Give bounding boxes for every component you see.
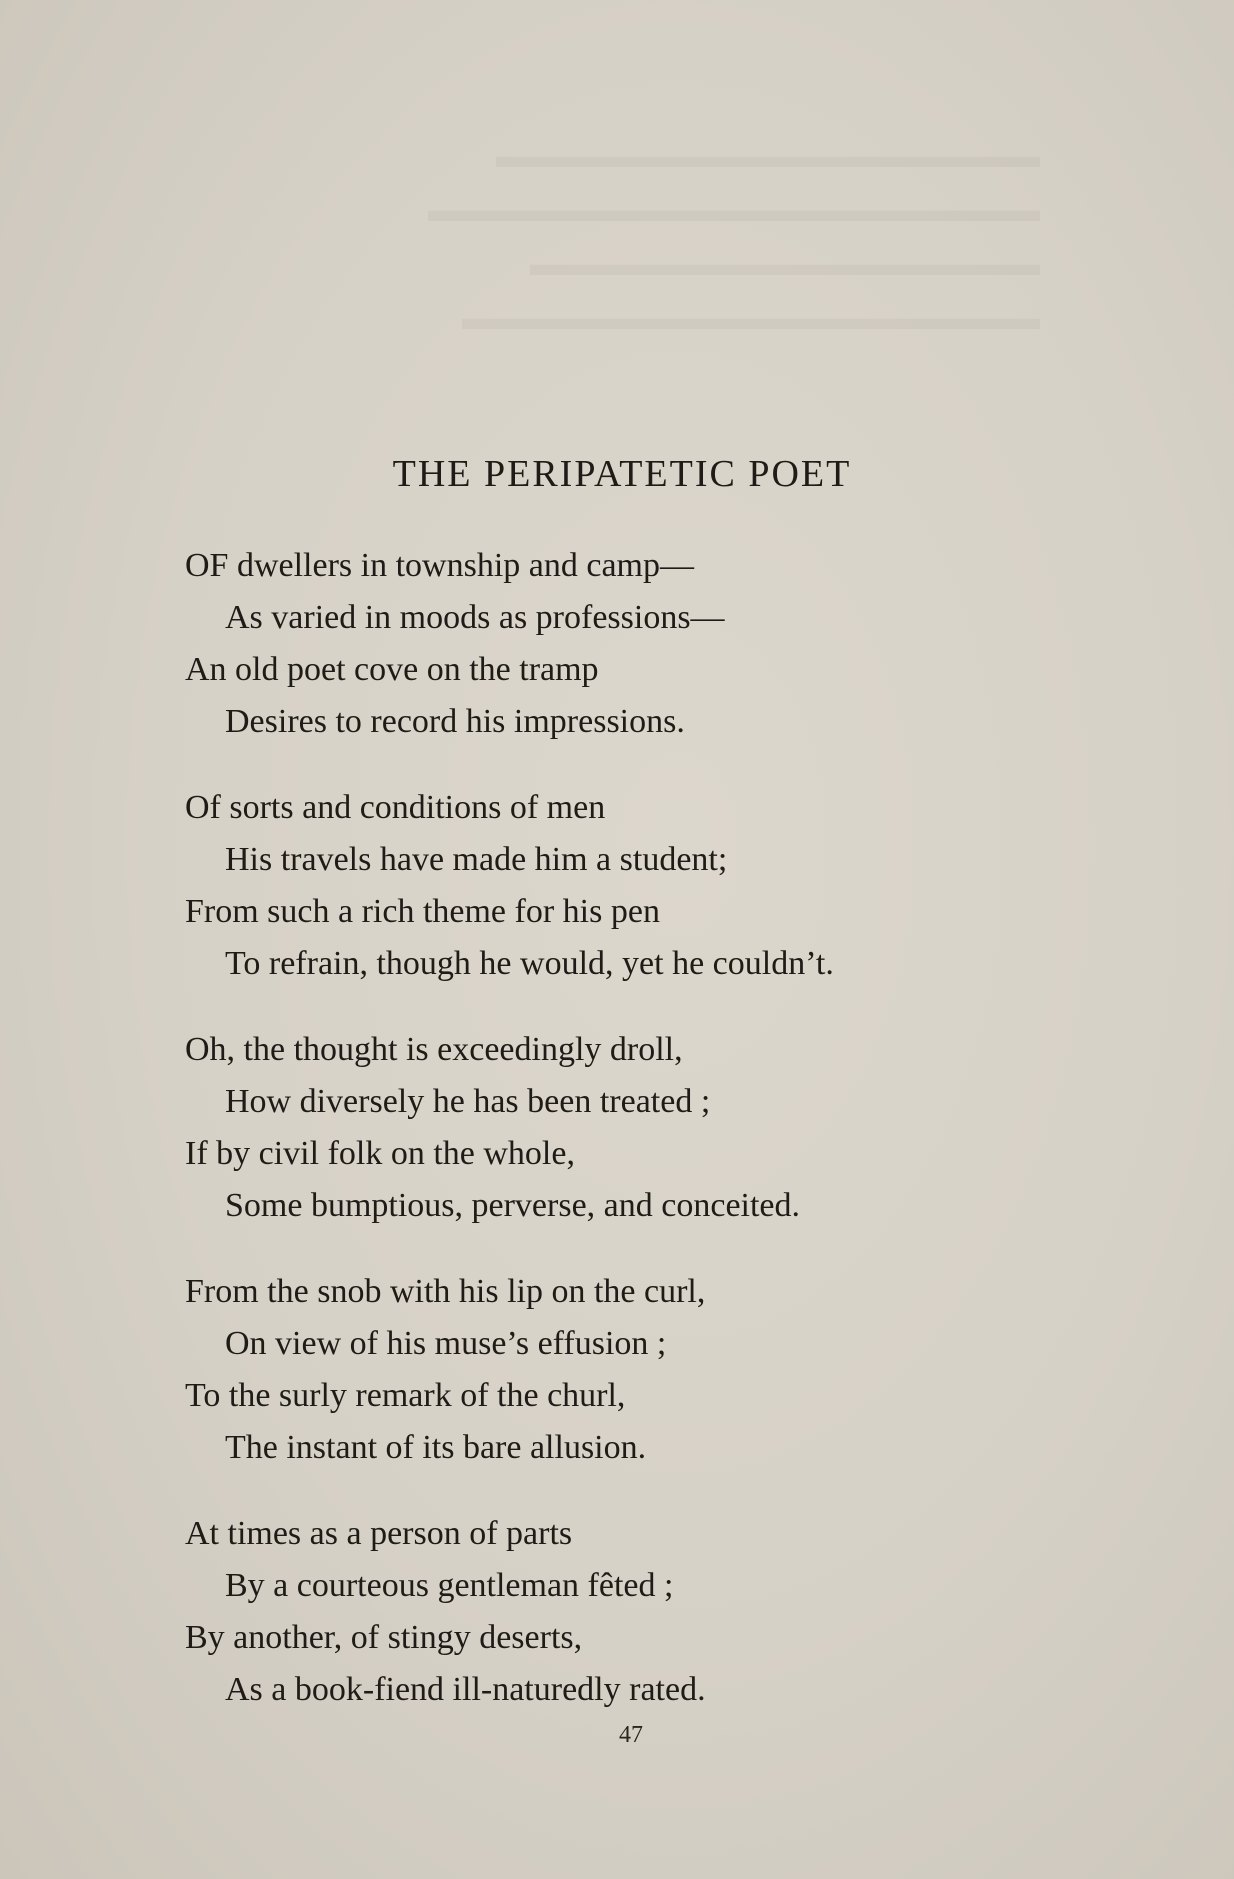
poem-line: By a courteous gentleman fêted ;	[225, 1567, 674, 1604]
poem-line: How diversely he has been treated ;	[225, 1083, 711, 1120]
bleed-through-texture: ▬▬▬▬▬▬▬▬▬▬▬▬▬▬▬▬ ▬▬▬▬▬▬▬▬▬▬▬▬▬▬▬▬▬▬ ▬▬▬▬▬▬▬▬▬▬▬▬▬▬▬ ▬▬▬▬▬▬▬▬▬▬▬▬▬▬▬▬▬	[428, 138, 1040, 337]
poem-line: Oh, the thought is exceedingly droll,	[185, 1031, 683, 1068]
poem-line: On view of his muse’s effusion ;	[225, 1325, 667, 1362]
poem-line: To the surly remark of the churl,	[185, 1377, 626, 1414]
poem-line: As varied in moods as professions—	[225, 599, 725, 636]
stanza	[185, 540, 1185, 748]
poem-line: By another, of stingy deserts,	[185, 1619, 583, 1656]
stanza	[185, 1266, 1185, 1474]
poem-line: As a book-fiend ill-naturedly rated.	[225, 1671, 706, 1708]
poem-line: OF dwellers in township and camp—	[185, 547, 694, 584]
poem-line: From the snob with his lip on the curl,	[185, 1273, 706, 1310]
poem-line: To refrain, though he would, yet he couldn’t.	[225, 945, 834, 982]
poem-line: His travels have made him a student;	[225, 841, 728, 878]
poem-line: Desires to record his impressions.	[225, 703, 685, 740]
poem-line: Some bumptious, perverse, and conceited.	[225, 1187, 801, 1224]
stanza	[185, 1024, 1185, 1232]
poem-line: At times as a person of parts	[185, 1515, 573, 1552]
poem-body	[185, 540, 1185, 1750]
stanza	[185, 782, 1185, 990]
poem-title: THE PERIPATETIC POET	[392, 453, 852, 495]
poem-line: The instant of its bare allusion.	[225, 1429, 647, 1466]
page-number: 47	[619, 1722, 643, 1748]
poem-line: An old poet cove on the tramp	[185, 651, 599, 688]
poem-line: If by civil folk on the whole,	[185, 1135, 575, 1172]
poem-line: From such a rich theme for his pen	[185, 893, 660, 930]
stanza	[185, 1508, 1185, 1716]
poem-line: Of sorts and conditions of men	[185, 789, 606, 826]
